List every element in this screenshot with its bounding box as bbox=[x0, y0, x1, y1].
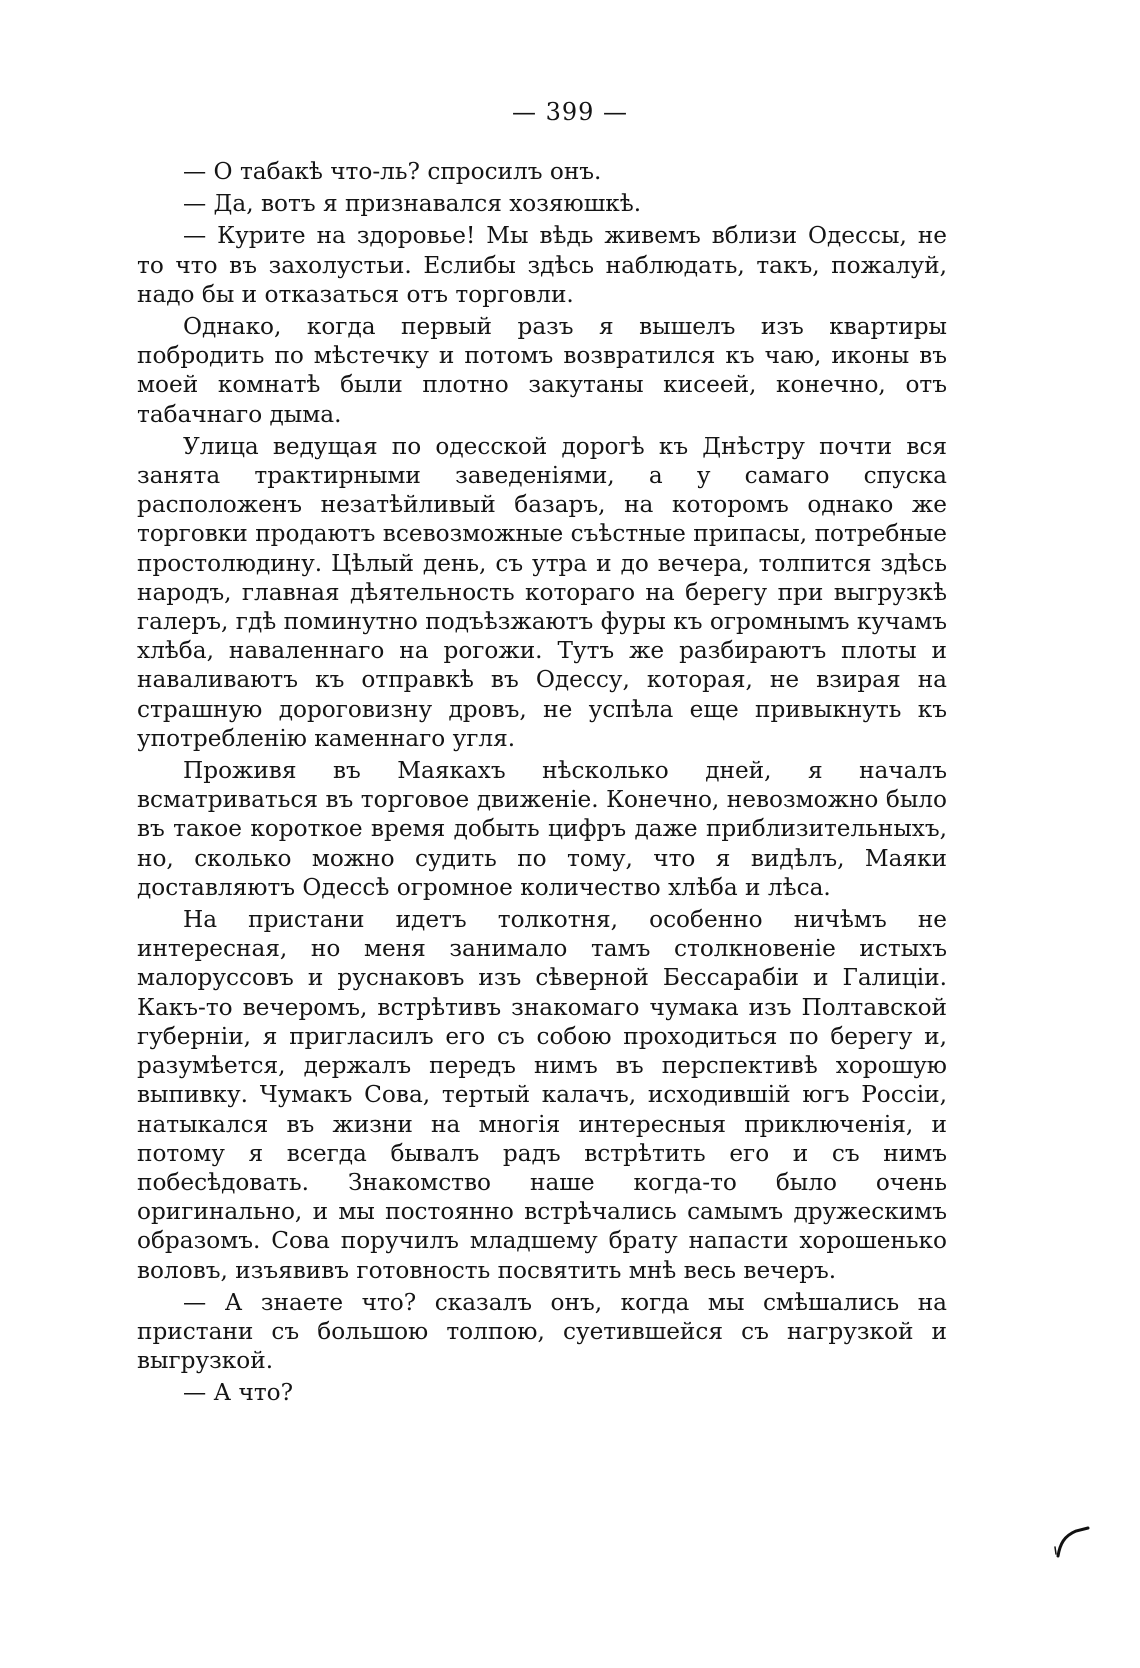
paragraph: Однако, когда первый разъ я вышелъ изъ квартиры побродить по мѣстечку и потомъ возвратился къ чаю, иконы въ моей комнатѣ были плотно закутаны кисеей, конечно, отъ табачнаго дыма. bbox=[137, 313, 947, 428]
paragraph: Проживя въ Маякахъ нѣсколько дней, я началъ всматриваться въ торговое движеніе. Конечно, невозможно было въ такое короткое время добыть цифръ даже приблизительныхъ, но, сколько можно судить по тому, что я видѣлъ, Маяки доставляютъ Одессѣ огромное количество хлѣба и лѣса. bbox=[137, 757, 947, 901]
body-text bbox=[137, 157, 947, 1408]
ink-mark-icon bbox=[1052, 1522, 1092, 1560]
paragraph: Улица ведущая по одесской дорогѣ къ Днѣстру почти вся занята трактирными заведеніями, а у самаго спуска расположенъ незатѣйливый базаръ, на которомъ однако же торговки продаютъ всевозможные съѣстные припасы, потребные простолюдину. Цѣлый день, съ утра и до вечера, толпится здѣсь народъ, главная дѣятельность котораго на берегу при выгрузкѣ галеръ, гдѣ поминутно подъѣзжаютъ фуры къ огромнымъ кучамъ хлѣба, наваленнаго на рогожи. Тутъ же разбираютъ плоты и наваливаютъ къ отправкѣ въ Одессу, которая, не взирая на страшную дороговизну дровъ, не успѣла еще привыкнуть къ употребленію каменнаго угля. bbox=[137, 432, 947, 752]
paragraph: — Да, вотъ я признавался хозяюшкѣ. bbox=[183, 190, 642, 218]
paragraph: — А знаете что? сказалъ онъ, когда мы смѣшались на пристани съ большою толпою, суетившейся съ нагрузкой и выгрузкой. bbox=[137, 1288, 947, 1375]
paragraph: — О табакѣ что-ль? спросилъ онъ. bbox=[183, 158, 602, 185]
paragraph: — А что? bbox=[183, 1379, 294, 1407]
paragraph: — Курите на здоровье! Мы вѣдь живемъ вблизи Одессы, не то что въ захолустьи. Еслибы здѣсь наблюдать, такъ, пожалуй, надо бы и отказаться отъ торговли. bbox=[137, 222, 947, 308]
page-number: — 399 — bbox=[511, 98, 629, 126]
paragraph: На пристани идетъ толкотня, особенно ничѣмъ не интересная, но меня занимало тамъ столкновеніе истыхъ малоруссовъ и руснаковъ изъ сѣверной Бессарабіи и Галиціи. Какъ-то вечеромъ, встрѣтивъ знакомаго чумака изъ Полтавской губерніи, я пригласилъ его съ собою проходиться по берегу и, разумѣется, держалъ передъ нимъ въ перспективѣ хорошую выпивку. Чумакъ Сова, тертый калачъ, исходившій югъ Россіи, натыкался въ жизни на многія интересныя приключенія, и потому я всегда бывалъ радъ встрѣтить его и съ нимъ побесѣдовать. Знакомство наше когда-то было очень оригинально, и мы постоянно встрѣчались самымъ дружескимъ образомъ. Сова поручилъ младшему брату напасти хорошенько воловъ, изъявивъ готовность посвятить мнѣ весь вечеръ. bbox=[137, 906, 947, 1284]
